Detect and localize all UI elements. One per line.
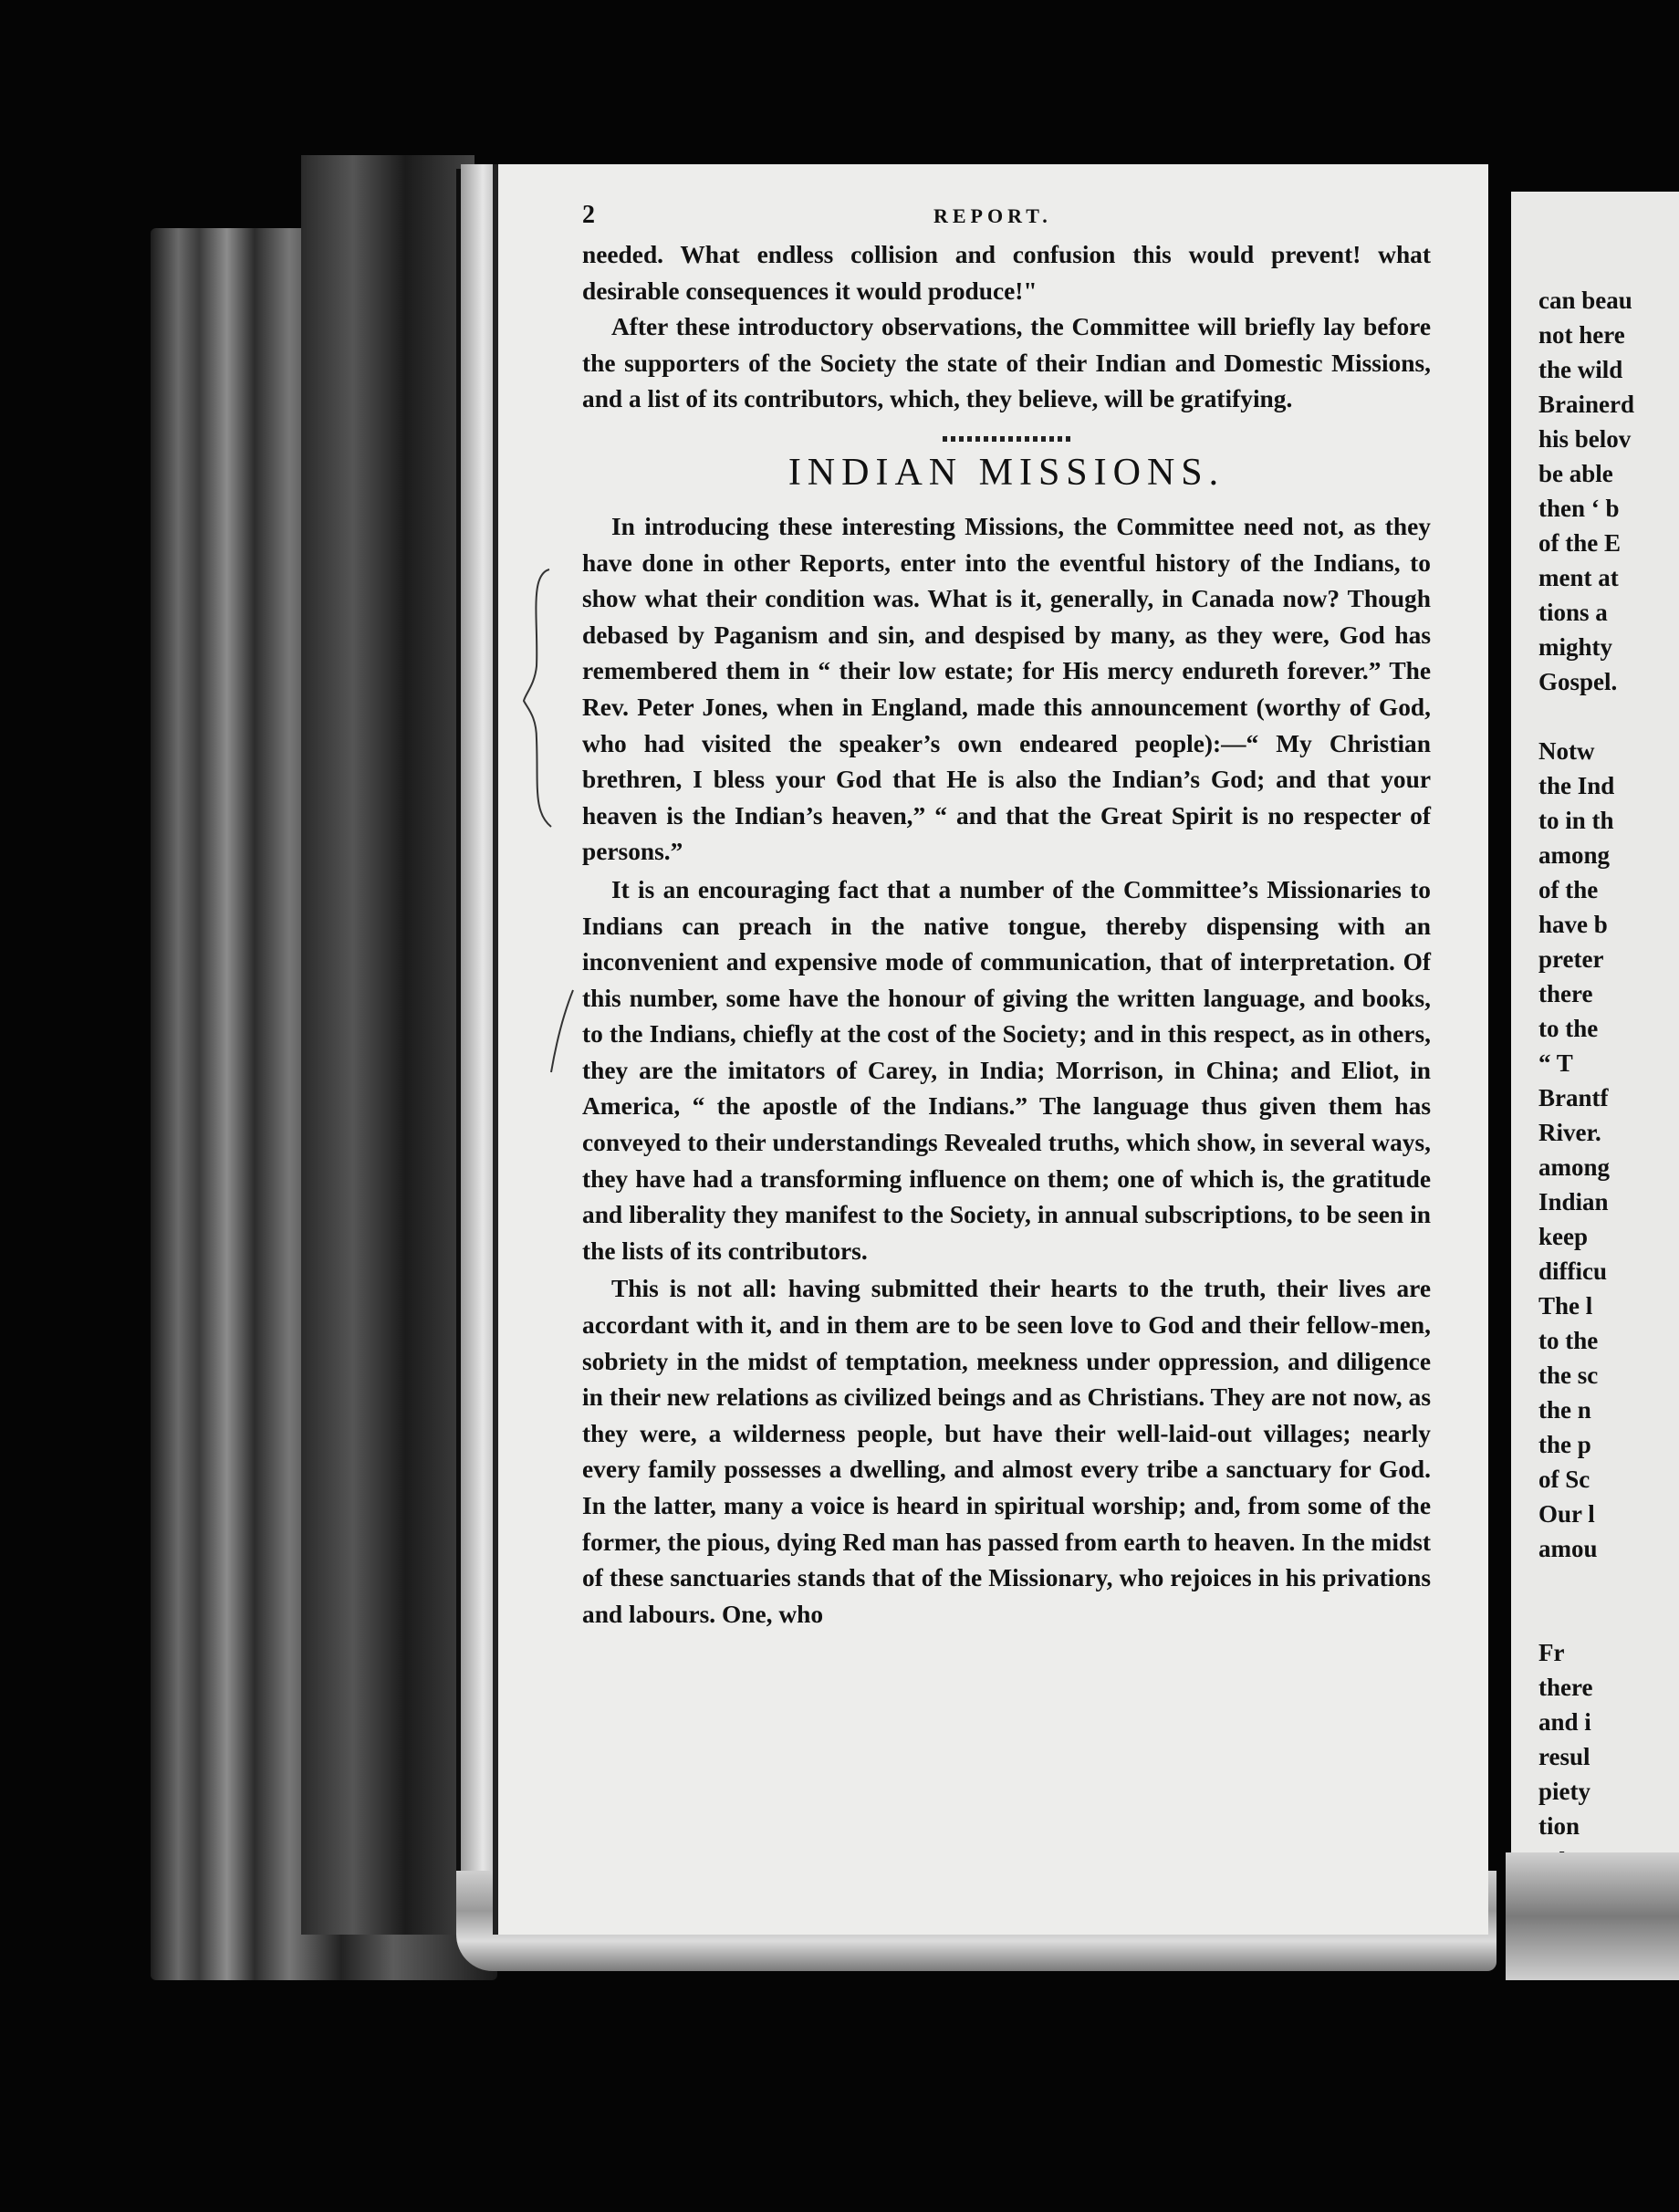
facing-line: mighty <box>1538 633 1612 661</box>
facing-line: Fr <box>1538 1639 1565 1666</box>
facing-line: Notw <box>1538 737 1595 765</box>
section-paragraph-1: In introducing these interesting Missions, the Committee need not, as they have done in other Reports, enter into the eventful history of the Indians, to show what their condition was. What is it, generally, in Canada now? Though debased by Paganism and sin, and despised by many, as they were, God has remembered them in “ their low estate; for His mercy endureth forever.” The Rev. Peter Jones, when in England, made this announcement (worthy of God, who had visited the speaker’s own endeared people):—“ My Christian brethren, I bless your God that He is also the Indian’s God; and that your heaven is the Indian’s heaven,” “ and that the Great Spirit is no respecter of persons.” <box>582 512 1431 866</box>
handwritten-margin-bracket <box>520 566 557 830</box>
facing-line: the n <box>1538 1396 1591 1424</box>
facing-line: can beau <box>1538 287 1632 314</box>
intro-paragraph-2: After these introductory observations, the Committee will briefly lay before the supporters of the Society the state of their Indian and Domestic Missions, and a list of its contributors, which, they believe, will be gratifying. <box>582 313 1431 413</box>
facing-line: there <box>1538 980 1593 1007</box>
facing-line: Brantf <box>1538 1084 1609 1111</box>
section-paragraph-3: This is not all: having submitted their hearts to the truth, their lives are accordant with it, and in them are to be seen love to God and their fellow-men, sobriety in the midst of temptation, meekness under oppression, and diligence in their new relations as civilized beings and as Christians. They are not now, as they were, a wilderness people, but have their well-laid-out villages; nearly every family possesses a dwelling, and almost every tribe a sanctuary for God. In the latter, many a voice is heard in spiritual worship; and, from some of the former, the pious, dying Red man has passed from earth to heaven. In the midst of these sanctuaries stands that of the Missionary, who rejoices in his privations and labours. One, who <box>582 1275 1431 1628</box>
section-paragraph-2: It is an encouraging fact that a number of the Committee’s Missionaries to Indians can preach in the native tongue, thereby dispensing with an inconvenient and expensive mode of communication, that of interpretation. Of this number, some have the honour of giving the written language, and books, to the Indians, chiefly at the cost of the Society; and in this respect, as in others, they are the imitators of Carey, in India; Morrison, in China; and Eliot, in America, “ the apostle of the Indians.” The language thus given them has conveyed to their understandings Revealed truths, which show, in several ways, they have had a transforming influence on them; one of which is, the gratitude and liberality they manifest to the Society, in annual subscriptions, to be seen in the lists of its contributors. <box>582 875 1431 1265</box>
facing-page-text <box>1538 283 1679 1878</box>
facing-line: among <box>1538 1153 1611 1181</box>
facing-line: piety <box>1538 1778 1590 1805</box>
facing-line: The l <box>1538 1292 1593 1320</box>
facing-line: keep <box>1538 1223 1588 1250</box>
facing-line: to the <box>1538 1327 1599 1354</box>
intro-paragraph-1: needed. What endless collision and confusion this would prevent! what desirable consequences it would produce!" <box>582 241 1431 305</box>
facing-line: the sc <box>1538 1362 1599 1389</box>
facing-line: to the <box>1538 1015 1599 1042</box>
facing-line: River. <box>1538 1119 1601 1146</box>
facing-line: amou <box>1538 1535 1598 1562</box>
facing-line: of the E <box>1538 529 1621 557</box>
book-page-edges <box>301 155 474 1935</box>
page-gutter <box>461 164 497 1898</box>
facing-line <box>1538 1601 1679 1635</box>
facing-line: resul <box>1538 1743 1590 1770</box>
facing-line: the Ind <box>1538 772 1615 799</box>
facing-line: tions a <box>1538 599 1608 626</box>
facing-line: Gospel. <box>1538 668 1618 695</box>
facing-line: his belov <box>1538 425 1632 453</box>
facing-line: “ T <box>1538 1049 1573 1077</box>
facing-line: among <box>1538 841 1611 869</box>
facing-line: the p <box>1538 1431 1591 1458</box>
section-heading: INDIAN MISSIONS. <box>787 451 1225 494</box>
facing-line: the wild <box>1538 356 1623 383</box>
facing-line: of Sc <box>1538 1466 1590 1493</box>
report-page <box>493 164 1488 1935</box>
facing-line: there <box>1538 1674 1593 1701</box>
page-content <box>582 201 1431 1633</box>
facing-line: be able <box>1538 460 1613 487</box>
facing-line: not here <box>1538 321 1625 349</box>
facing-line: Our l <box>1538 1500 1595 1528</box>
handwritten-margin-mark <box>546 986 582 1077</box>
facing-line: have b <box>1538 911 1608 938</box>
facing-line: difficu <box>1538 1257 1608 1285</box>
page-header <box>582 201 1431 237</box>
facing-line: then ‘ b <box>1538 495 1620 522</box>
facing-line <box>1538 699 1679 734</box>
facing-line: ment at <box>1538 564 1619 591</box>
facing-line: to in th <box>1538 807 1614 834</box>
facing-line: tion <box>1538 1812 1580 1840</box>
section-divider <box>943 436 1070 442</box>
running-title: REPORT. <box>933 204 1052 227</box>
facing-line: and i <box>1538 1708 1591 1736</box>
facing-line: Brainerd <box>1538 391 1634 418</box>
facing-line: Indian <box>1538 1188 1609 1216</box>
facing-line: preter <box>1538 945 1604 973</box>
page-number: 2 <box>582 201 600 229</box>
facing-line <box>1538 1566 1679 1601</box>
facing-page-stack <box>1506 1852 1679 1980</box>
facing-page <box>1511 192 1679 1971</box>
facing-line: of the <box>1538 876 1599 903</box>
